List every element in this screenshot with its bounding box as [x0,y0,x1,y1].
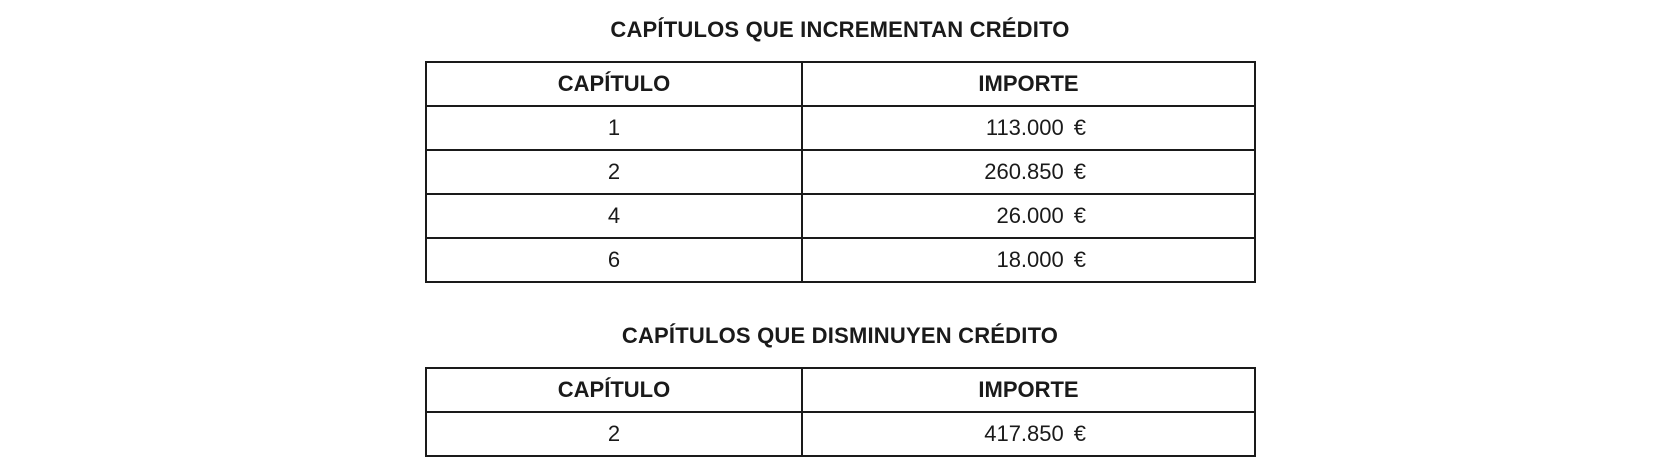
capitulo-cell: 2 [426,412,802,456]
currency-symbol: € [1073,421,1086,446]
table-row [426,238,1255,282]
table-row [426,150,1255,194]
table-header-row [426,62,1255,106]
importe-cell [802,194,1255,238]
column-header-capitulo: CAPÍTULO [426,368,802,412]
decrease-section-title: CAPÍTULOS QUE DISMINUYEN CRÉDITO [621,323,1059,348]
increase-credit-table [425,61,1256,283]
importe-value: 18.000 [996,247,1064,272]
table-row [426,106,1255,150]
capitulo-cell: 1 [426,106,802,150]
importe-cell [802,106,1255,150]
currency-symbol: € [1073,159,1086,184]
capitulo-cell: 2 [426,150,802,194]
capitulo-cell: 6 [426,238,802,282]
column-header-importe: IMPORTE [802,62,1255,106]
column-header-importe: IMPORTE [802,368,1255,412]
importe-value: 113.000 [985,115,1064,140]
importe-cell [802,238,1255,282]
importe-cell [802,150,1255,194]
table-row [426,412,1255,456]
importe-cell [802,412,1255,456]
importe-value: 260.850 [984,159,1064,184]
increase-section-title: CAPÍTULOS QUE INCREMENTAN CRÉDITO [610,17,1070,42]
importe-value: 26.000 [996,203,1064,228]
table-row [426,194,1255,238]
decrease-credit-table [425,367,1256,457]
currency-symbol: € [1073,115,1086,140]
capitulo-cell: 4 [426,194,802,238]
table-header-row [426,368,1255,412]
column-header-capitulo: CAPÍTULO [426,62,802,106]
currency-symbol: € [1073,203,1086,228]
currency-symbol: € [1073,247,1086,272]
importe-value: 417.850 [984,421,1064,446]
